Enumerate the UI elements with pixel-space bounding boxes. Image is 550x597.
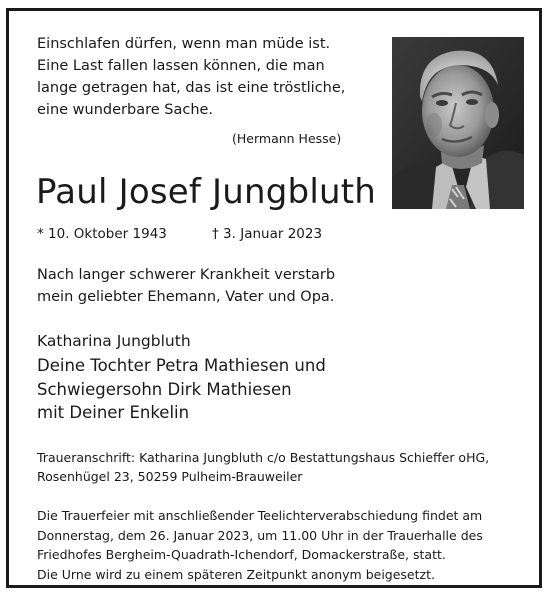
death-date: † 3. Januar 2023 xyxy=(212,226,323,242)
ceremony-line: Donnerstag, dem 26. Januar 2023, um 11.00 Uhr in der Trauerhalle des xyxy=(37,527,483,543)
mourner-line: Deine Tochter Petra Mathiesen und xyxy=(37,356,326,375)
quote-author: (Hermann Hesse) xyxy=(232,131,342,146)
quote-block xyxy=(37,33,377,121)
quote-line: Eine Last fallen lassen können, die man xyxy=(37,58,325,74)
life-dates xyxy=(37,224,367,244)
ceremony-info xyxy=(37,506,483,584)
deceased-name: Paul Josef Jungbluth xyxy=(36,172,377,212)
address-line: Traueranschrift: Katharina Jungbluth c/o Bestattungshaus Schieffer oHG, xyxy=(37,450,490,465)
announcement-line: mein geliebter Ehemann, Vater und Opa. xyxy=(37,289,335,305)
birth-date: * 10. Oktober 1943 xyxy=(37,226,167,242)
quote-line: eine wunderbare Sache. xyxy=(37,102,214,118)
ceremony-line: Friedhofes Bergheim-Quadrath-Ichendorf, Domackerstraße, statt. xyxy=(37,547,446,562)
portrait-photo-icon xyxy=(392,37,524,209)
quote-line: lange getragen hat, das ist eine tröstliche, xyxy=(37,80,346,96)
announcement-line: Nach langer schwerer Krankheit verstarb xyxy=(37,267,336,283)
mourners-list xyxy=(37,354,326,425)
quote-line: Einschlafen dürfen, wenn man müde ist. xyxy=(37,36,331,52)
portrait-photo xyxy=(392,37,524,209)
mourner-line: mit Deiner Enkelin xyxy=(37,403,190,422)
obituary-frame xyxy=(6,8,542,588)
ceremony-line: Die Urne wird zu einem späteren Zeitpunkt anonym beigesetzt. xyxy=(37,566,435,582)
mourning-address xyxy=(37,448,489,486)
mourner-line: Schwiegersohn Dirk Mathiesen xyxy=(37,379,292,399)
address-line: Rosenhügel 23, 50259 Pulheim-Brauweiler xyxy=(37,469,303,484)
mourner-primary: Katharina Jungbluth xyxy=(37,332,191,350)
announcement-text xyxy=(37,264,335,308)
ceremony-line: Die Trauerfeier mit anschließender Teelichterverabschiedung findet am xyxy=(37,508,483,523)
